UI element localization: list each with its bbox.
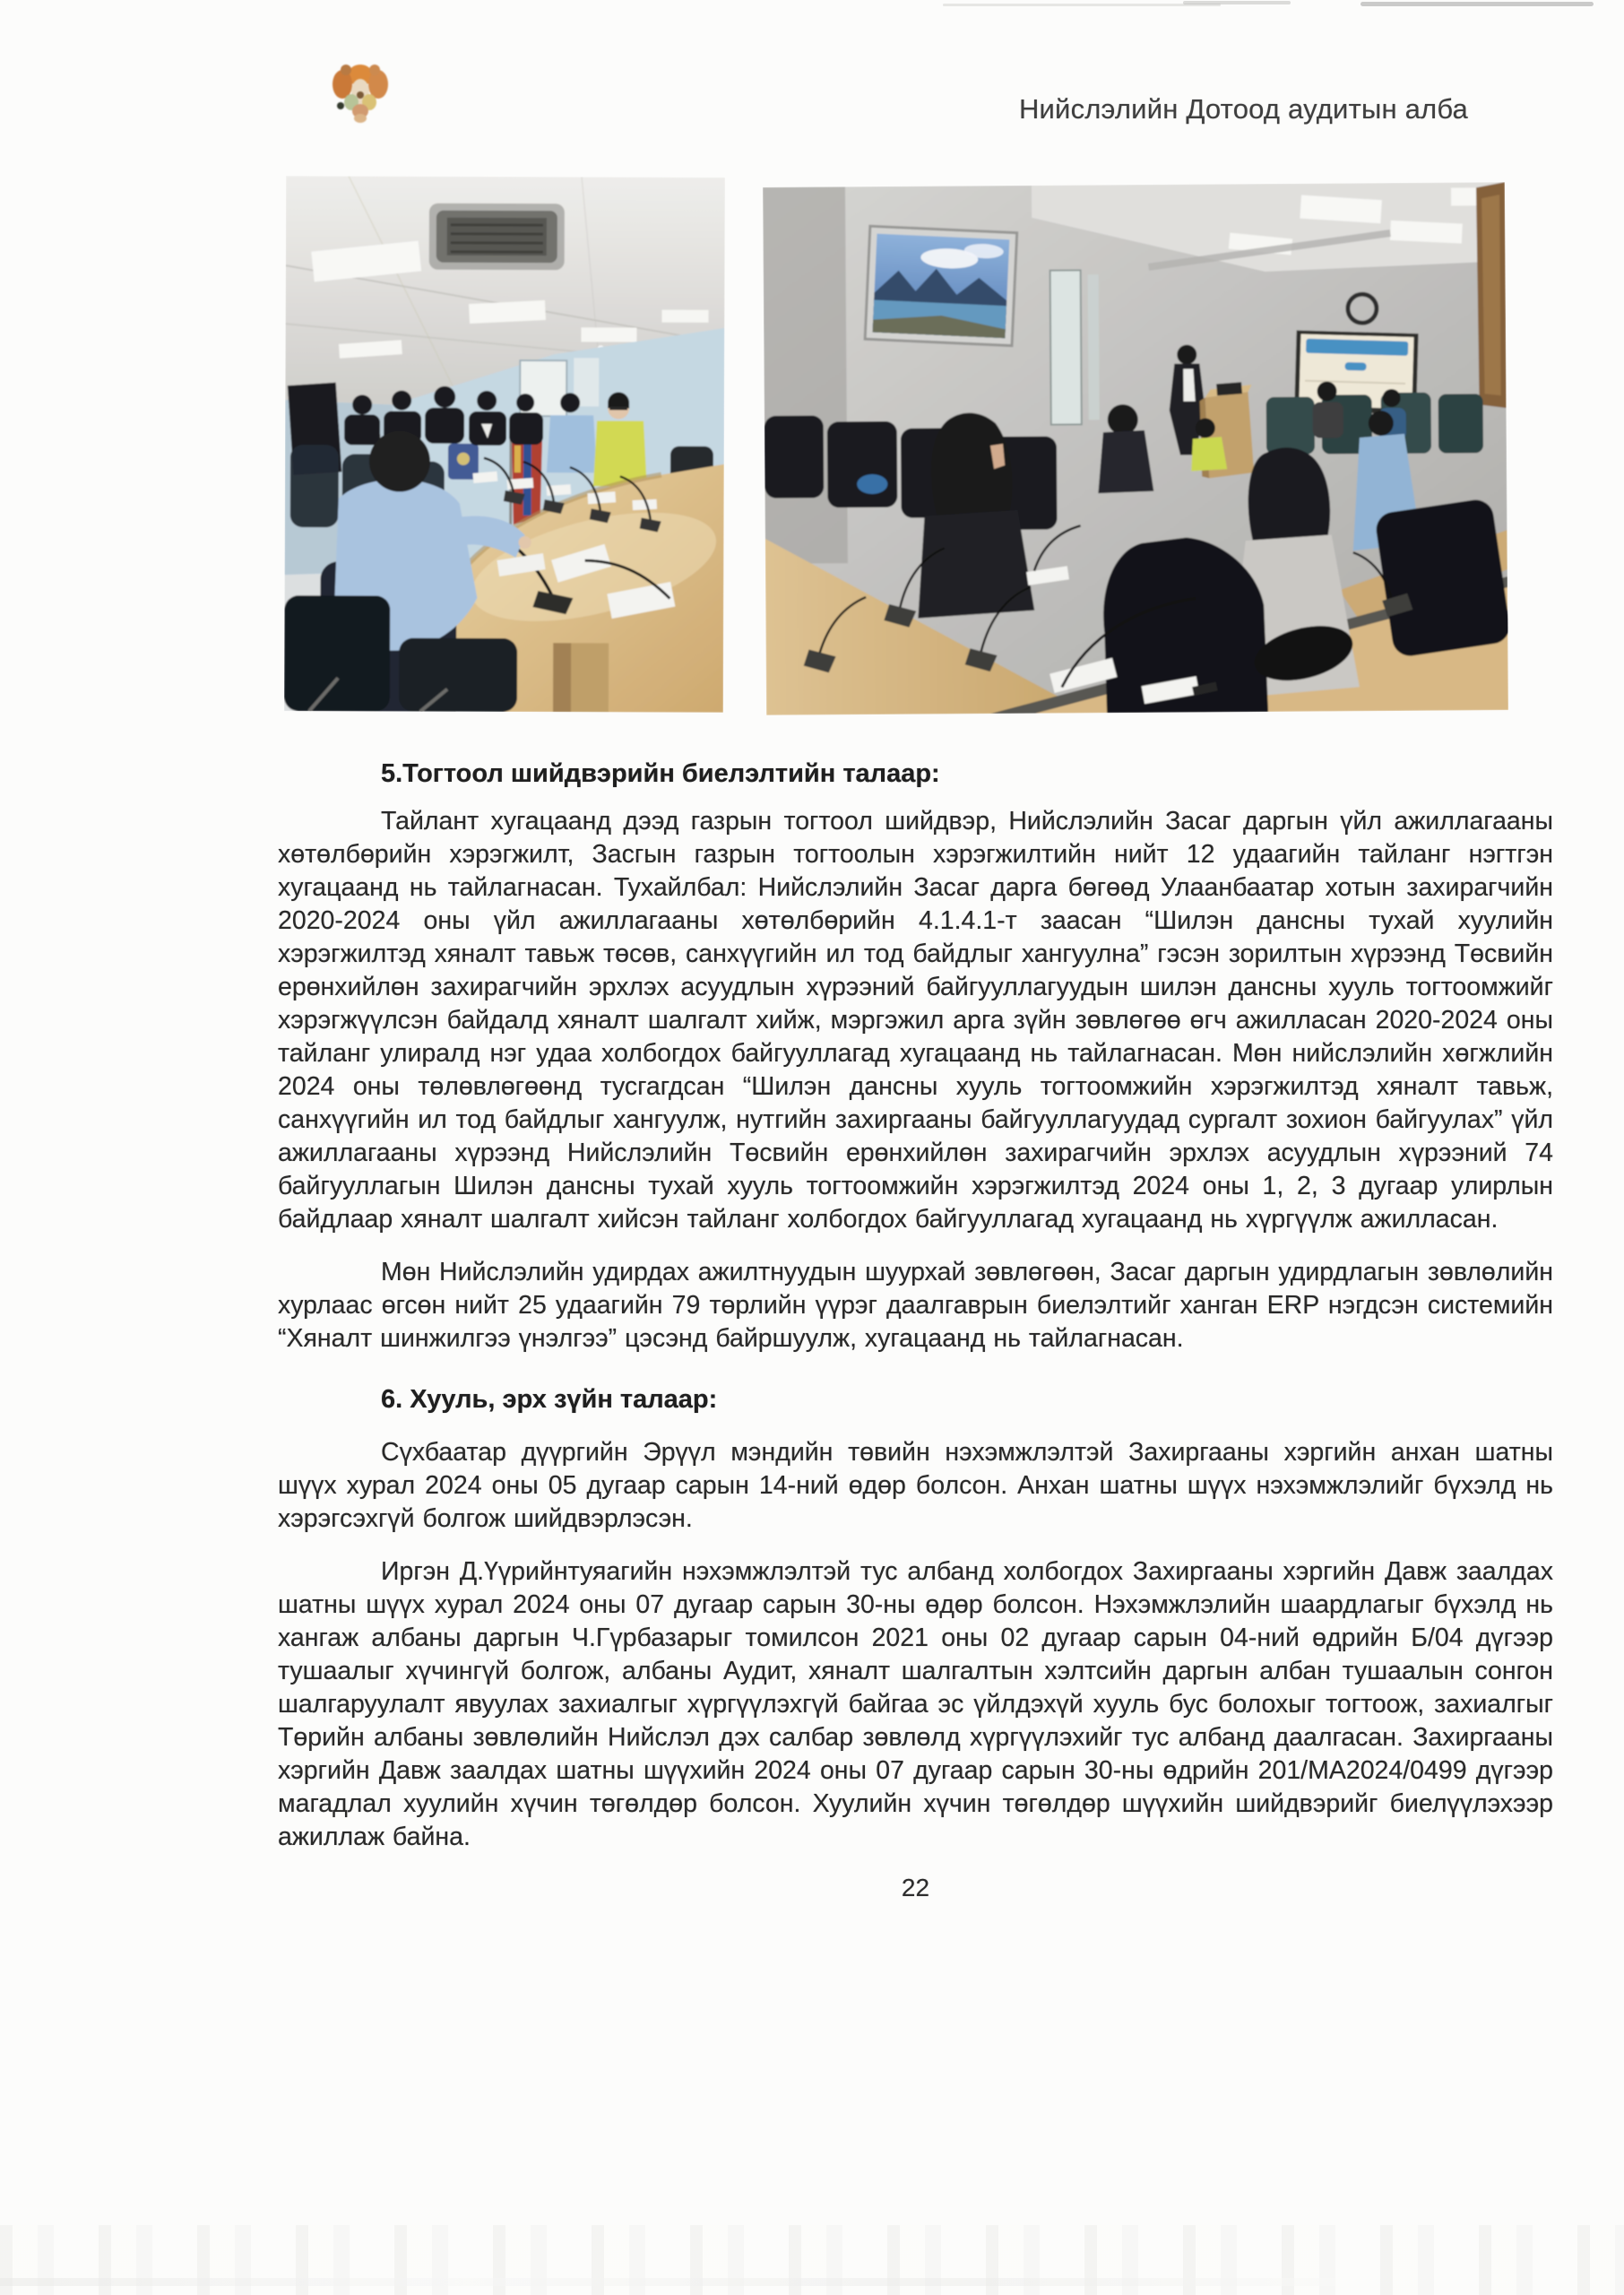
- training-session-photo: [763, 182, 1508, 715]
- ceiling-vent: [429, 204, 565, 271]
- yellow-top-person: [1191, 437, 1227, 471]
- section-5-paragraph-1: Тайлант хугацаанд дээд газрын тогтоол шийдвэр, Нийслэлийн Засаг даргын үйл ажиллагааны хөтөлбөрийн хэрэгжилт, Засгын газрын тогтоолын хэрэгжилтийн нийт 12 удаагийн тайланг нэгтгэн хугацаанд нь тайлагнасан. Тухайлбал: Нийслэлийн Засаг дарга бөгөөд Улаанбаатар хотын захирагчийн 2020-2024 оны үйл ажиллагааны хөтөлбөрийн 4.1.4.1-т заасан “Шилэн дансны тухай хуулийн хэрэгжилтэд хяналт тавьж төсөв, санхүүгийн ил тод байдлыг хангуулна” гэсэн зорилтын хүрээнд Төсвийн ерөнхийлөн захирагчийн эрхлэх асуудлын хүрээний байгууллагуудын шилэн дансны хууль тогтоомжийг хэрэгжүүлсэн байдалд хяналт шалгалт хийж, мэргэжил арга зүйн зөвлөгөө өгч ажилласан 2020-2024 оны тайланг улиралд нэг удаа холбогдох байгууллагад хугацаанд нь тайлагнасан. Мөн нийслэлийн хөгжлийн 2024 оны төлөвлөгөөнд тусгагдсан “Шилэн дансны хууль тогтоомжийн хэрэгжилтэд хяналт тавьж, санхүүгийн ил тод байдлыг хангуулж, нутгийн захиргааны байгууллагуудад сургалт зохион байгуулах” үйл ажиллагааны хүрээнд Нийслэлийн Төсвийн ерөнхийлөн захирагчийн эрхлэх асуудлын хүрээний 74 байгууллагын Шилэн дансны тухай хууль тогтоомжийн хэрэгжилтэд 2024 оны 1, 2, 3 дугаар улирлын байдлаар хяналт шалгалт хийсэн тайланг холбогдох байгууллагад хугацаанд нь хүргүүлж ажилласан.: [278, 807, 1553, 1234]
- section-5-heading: 5.Тогтоол шийдвэрийн биелэлтийн талаар:: [381, 759, 940, 788]
- window: [1050, 270, 1100, 424]
- blue-jacket-attendee: [547, 415, 597, 472]
- scan-artifact-line: [0, 2278, 1335, 2286]
- scan-artifact-dash: [943, 4, 1221, 6]
- scan-artifact-dash: [1361, 2, 1594, 6]
- section-6-paragraph-2: Иргэн Д.Үүрийнтуяагийн нэхэмжлэлтэй тус албанд холбогдох Захиргааны хэргийн Давж заалдах шатны шүүх хурал 2024 оны 07 дугаар сарын 30-ны өдөр болсон. Нэхэмжлэлийн шаардлагыг бүхэлд нь хангаж албаны даргын Ч.Гүрбазарыг томилсон 2021 оны 02 дугаар сарын 04-ний өдрийн Б/04 дүгээр тушаалыг хүчингүй болгож, албаны Аудит, хяналт шалгалтын хэлтсийн даргын албан тушаалын сонгон шалгаруулалт явуулах захиалгыг хүргүүлэхгүй байгаа эс үйлдэхүй хууль бус болохыг тогтоож, захиалгыг Төрийн албаны зөвлөлийн Нийслэл дэх салбар зөвлөлд хүргүүлэхийг тус албанд даалгасан. Захиргааны хэргийн Давж заалдах шатны шүүхийн 2024 оны 07 дугаар сарын 30-ны өдрийн 201/МА2024/0499 дүгээр магадлал хуулийн хүчин төгөлдөр болсон. Хуулийн хүчин төгөлдөр шүүхийн шийдвэрийг биелүүлэхээр ажиллаж байна.: [278, 1557, 1553, 1851]
- door: [1476, 182, 1507, 408]
- mongolia-emblem-icon: [324, 56, 396, 134]
- page-number: 22: [901, 1874, 930, 1901]
- wall-tv-landscape: [865, 226, 1017, 345]
- report-body: [278, 758, 1553, 1902]
- section-5-paragraph-2: Мөн Нийслэлийн удирдах ажилтнуудын шуурхай зөвлөгөөн, Засаг даргын удирдлагын зөвлөлийн хурлаас өгсөн нийт 25 удаагийн 79 төрлийн үүрэг даалгаврын биелэлтийг ханган ERP нэгдсэн системийн “Хяналт шинжилгээ үнэлгээ” цэсэнд байршуулж, хугацаанд нь тайлагнасан.: [278, 1258, 1553, 1353]
- section-6-paragraph-1: Сүхбаатар дүүргийн Эрүүл мэндийн төвийн нэхэмжлэлтэй Захиргааны хэргийн анхан шатны шүүх хурал 2024 оны 05 дугаар сарын 14-ний өдөр болсон. Анхан шатны шүүх нэхэмжлэлийг бүхэлд нь хэрэгсэхгүй болгож шийдвэрлэсэн.: [278, 1438, 1553, 1533]
- section-6-heading: 6. Хууль, эрх зүйн талаар:: [381, 1385, 718, 1414]
- scan-artifact-dash: [1183, 1, 1291, 4]
- page-header-title: Нийслэлийн Дотоод аудитын алба: [1018, 93, 1468, 125]
- conference-room-photo: [284, 176, 725, 713]
